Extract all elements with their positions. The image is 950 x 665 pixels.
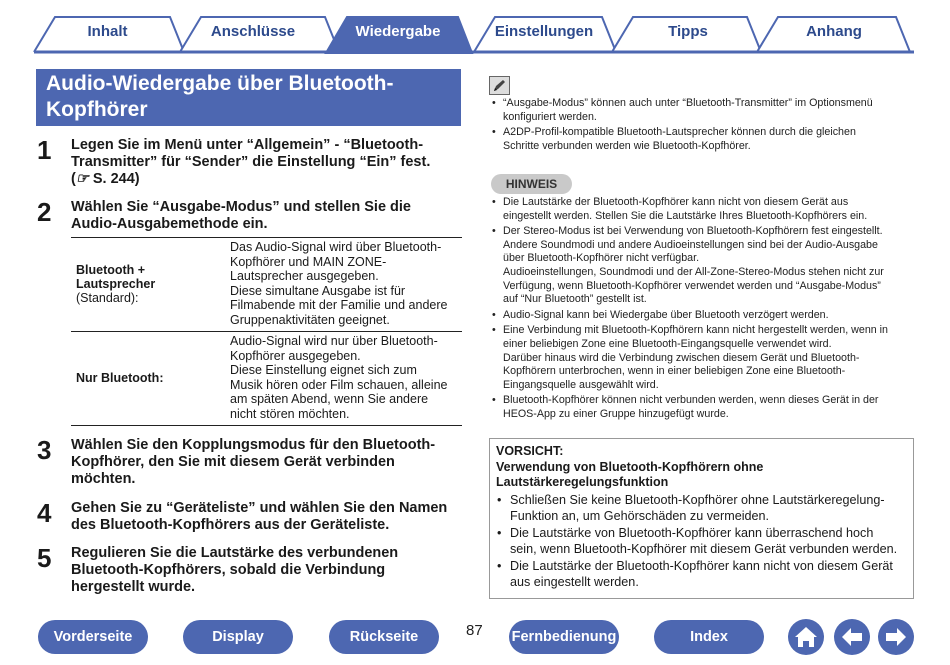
tab-anhang[interactable]: Anhang	[806, 23, 862, 40]
list-item	[492, 196, 912, 223]
step-line: Gehen Sie zu “Geräteliste” und wählen Sie den Namen	[71, 500, 448, 516]
tab-wiedergabe[interactable]: Wiedergabe	[355, 23, 441, 40]
step-number: 2	[37, 197, 52, 227]
line: Darüber hinaus wird die Verbindung zwischen diesem Gerät und Bluetooth-	[503, 351, 860, 364]
line: über Bluetooth-Kopfhörer nicht verfügbar.	[503, 252, 700, 265]
line: auf “Nur Bluetooth” gestellt ist.	[503, 293, 647, 306]
line: A2DP-Profil-kompatible Bluetooth-Lautsprecher können durch die gleichen	[503, 126, 856, 139]
note-list	[492, 97, 912, 155]
reference-text: S. 244)	[92, 171, 140, 187]
desc-line: Diese Einstellung eignet sich zum	[230, 363, 417, 378]
step-line: Audio-Ausgabemethode ein.	[71, 216, 268, 232]
step-line: möchten.	[71, 471, 136, 487]
option-key	[76, 371, 163, 385]
desc-line: Kopfhörer ausgegeben.	[230, 348, 361, 363]
rueckseite-button[interactable]: Rückseite	[329, 620, 439, 654]
line: sein, wenn Bluetooth-Kopfhörer mit diesem Gerät verbunden werden.	[510, 541, 898, 556]
step-number: 3	[37, 435, 52, 465]
line: Schließen Sie keine Bluetooth-Kopfhörer ohne Lautstärkeregelung-	[510, 493, 885, 507]
table-row	[71, 331, 462, 426]
tab-anschluesse[interactable]: Anschlüsse	[210, 23, 296, 40]
step-line: Wählen Sie den Kopplungsmodus für den Bluetooth-	[71, 437, 436, 453]
line: Die Lautstärke der Bluetooth-Kopfhörer kann nicht von diesem Gerät	[510, 559, 893, 574]
step-line: Transmitter” für “Sender” die Einstellung “Ein” fest.	[71, 154, 431, 170]
desc-line: Lautsprecher ausgegeben.	[230, 269, 379, 284]
option-key-plain: (Standard):	[76, 291, 139, 305]
output-mode-table	[71, 237, 462, 426]
line: eingestellt werden. Stellen Sie die Lautstärke Ihres Bluetooth-Kopfhörers ein.	[503, 209, 868, 222]
option-key-bold: Lautsprecher	[76, 277, 156, 291]
line: Audioeinstellungen, Soundmodi und der All-Zone-Stereo-Modus stehen nicht zur	[503, 265, 884, 278]
caution-heading-line: Lautstärkeregelungsfunktion	[496, 475, 669, 489]
option-key-bold: Bluetooth +	[76, 263, 146, 277]
tab-inhalt[interactable]: Inhalt	[87, 23, 128, 40]
page-title	[36, 69, 461, 126]
line: Verfügung, wenn Bluetooth-Kopfhörer verwendet werden und “Ausgabe-Modus”	[503, 279, 881, 292]
desc-line: Das Audio-Signal wird über Bluetooth-	[230, 240, 442, 254]
option-description	[230, 238, 462, 331]
line: Funktion an, um Gehörschäden zu vermeiden.	[510, 508, 770, 523]
step-number: 5	[37, 543, 52, 573]
step-number: 4	[37, 498, 52, 528]
list-item	[496, 526, 908, 557]
list-item	[492, 225, 912, 307]
line: Andere Soundmodi und andere Audioeinstellungen sind bei der Audio-Ausgabe	[503, 238, 878, 251]
desc-line: Filmabende mit der Familie und andere	[230, 298, 448, 313]
desc-line: Kopfhörer und MAIN ZONE-	[230, 254, 387, 269]
page-number: 87	[466, 622, 483, 639]
caution-box	[489, 438, 914, 599]
caution-heading-line: Verwendung von Bluetooth-Kopfhörern ohne	[496, 459, 764, 474]
line: Kopfhörern unterbrochen, wenn in einer beliebigen Zone eine Bluetooth-	[503, 365, 846, 378]
page-title-line: Kopfhörer	[46, 98, 148, 121]
caution-heading-line: VORSICHT:	[496, 444, 564, 458]
line: Der Stereo-Modus ist bei Verwendung von Bluetooth-Kopfhörern fest eingestellt.	[503, 225, 883, 238]
line: Eine Verbindung mit Bluetooth-Kopfhörern kann nicht hergestellt werden, wenn in	[503, 324, 888, 337]
line: Die Lautstärke von Bluetooth-Kopfhörer kann überraschend hoch	[510, 526, 874, 541]
line: aus eingestellt werden.	[510, 574, 639, 589]
step-line: Regulieren Sie die Lautstärke des verbundenen	[71, 545, 399, 561]
list-item	[492, 309, 912, 323]
home-icon[interactable]	[788, 619, 824, 655]
tab-einstellungen[interactable]: Einstellungen	[494, 23, 594, 40]
desc-line: Gruppenaktivitäten geeignet.	[230, 312, 390, 327]
desc-line: Diese simultane Ausgabe ist für	[230, 283, 406, 298]
line: Bluetooth-Kopfhörer können nicht verbunden werden, wenn dieses Gerät in der	[503, 394, 879, 407]
index-button[interactable]: Index	[654, 620, 764, 654]
vorderseite-button[interactable]: Vorderseite	[38, 620, 148, 654]
option-key-bold: Nur Bluetooth:	[76, 371, 164, 385]
hinweis-badge: HINWEIS	[491, 174, 572, 194]
list-item	[492, 324, 912, 392]
caution-list	[496, 493, 908, 593]
step-line: Bluetooth-Kopfhörers, sobald die Verbindung	[71, 562, 386, 578]
step-text	[71, 500, 447, 534]
step-line: Wählen Sie “Ausgabe-Modus” und stellen Sie die	[71, 199, 411, 215]
hinweis-list	[492, 196, 912, 424]
note-pencil-icon	[489, 76, 510, 95]
desc-line: nicht stören möchten.	[230, 406, 350, 421]
step-text	[71, 437, 435, 488]
step-text	[71, 199, 411, 233]
page-reference[interactable]: (☞ S. 244)	[71, 171, 140, 187]
desc-line: Musik hören oder Film schauen, alleine	[230, 377, 448, 392]
step-line: Kopfhörer, den Sie mit diesem Gerät verbinden	[71, 454, 395, 470]
step-text	[71, 545, 398, 596]
list-item	[492, 126, 912, 153]
line: HEOS-App zu einer Gruppe hinzugefügt wurde.	[503, 407, 729, 420]
desc-line: am späten Abend, wenn Sie andere	[230, 392, 429, 407]
line: “Ausgabe-Modus” können auch unter “Bluetooth-Transmitter” im Optionsmenü	[503, 97, 873, 109]
step-line: hergestellt wurde.	[71, 579, 196, 595]
step-line: Legen Sie im Menü unter “Allgemein” - “Bluetooth-	[71, 137, 424, 153]
reference-hand-icon: ☞	[75, 171, 89, 187]
list-item	[496, 493, 908, 524]
option-key	[76, 263, 155, 305]
arrow-right-icon[interactable]	[878, 619, 914, 655]
line: konfiguriert werden.	[503, 110, 597, 123]
line: Schritte verbunden werden wie Bluetooth-Kopfhörer.	[503, 139, 751, 152]
tab-tipps[interactable]: Tipps	[668, 23, 708, 40]
line: Eingangsquelle ausgewählt wird.	[503, 378, 659, 391]
list-item	[492, 394, 912, 421]
caution-heading	[496, 444, 763, 491]
step-number: 1	[37, 135, 52, 165]
list-item	[496, 559, 908, 590]
line: Audio-Signal kann bei Wiedergabe über Bluetooth verzögert werden.	[503, 308, 829, 321]
line: Die Lautstärke der Bluetooth-Kopfhörer kann nicht von diesem Gerät aus	[503, 196, 849, 208]
arrow-left-icon[interactable]	[834, 619, 870, 655]
option-description	[230, 332, 462, 425]
desc-line: Audio-Signal wird nur über Bluetooth-	[230, 334, 438, 348]
table-row	[71, 237, 462, 331]
page-title-line: Audio-Wiedergabe über Bluetooth-	[46, 72, 394, 95]
step-line: des Bluetooth-Kopfhörers aus der Geräteliste.	[71, 517, 390, 533]
fernbedienung-button[interactable]: Fernbedienung	[509, 620, 619, 654]
tab-bar	[0, 0, 950, 56]
line: einer beliebigen Zone eine Bluetooth-Eingangsquelle verwendet wird.	[503, 337, 832, 350]
display-button[interactable]: Display	[183, 620, 293, 654]
list-item	[492, 97, 912, 124]
step-text	[71, 137, 430, 188]
